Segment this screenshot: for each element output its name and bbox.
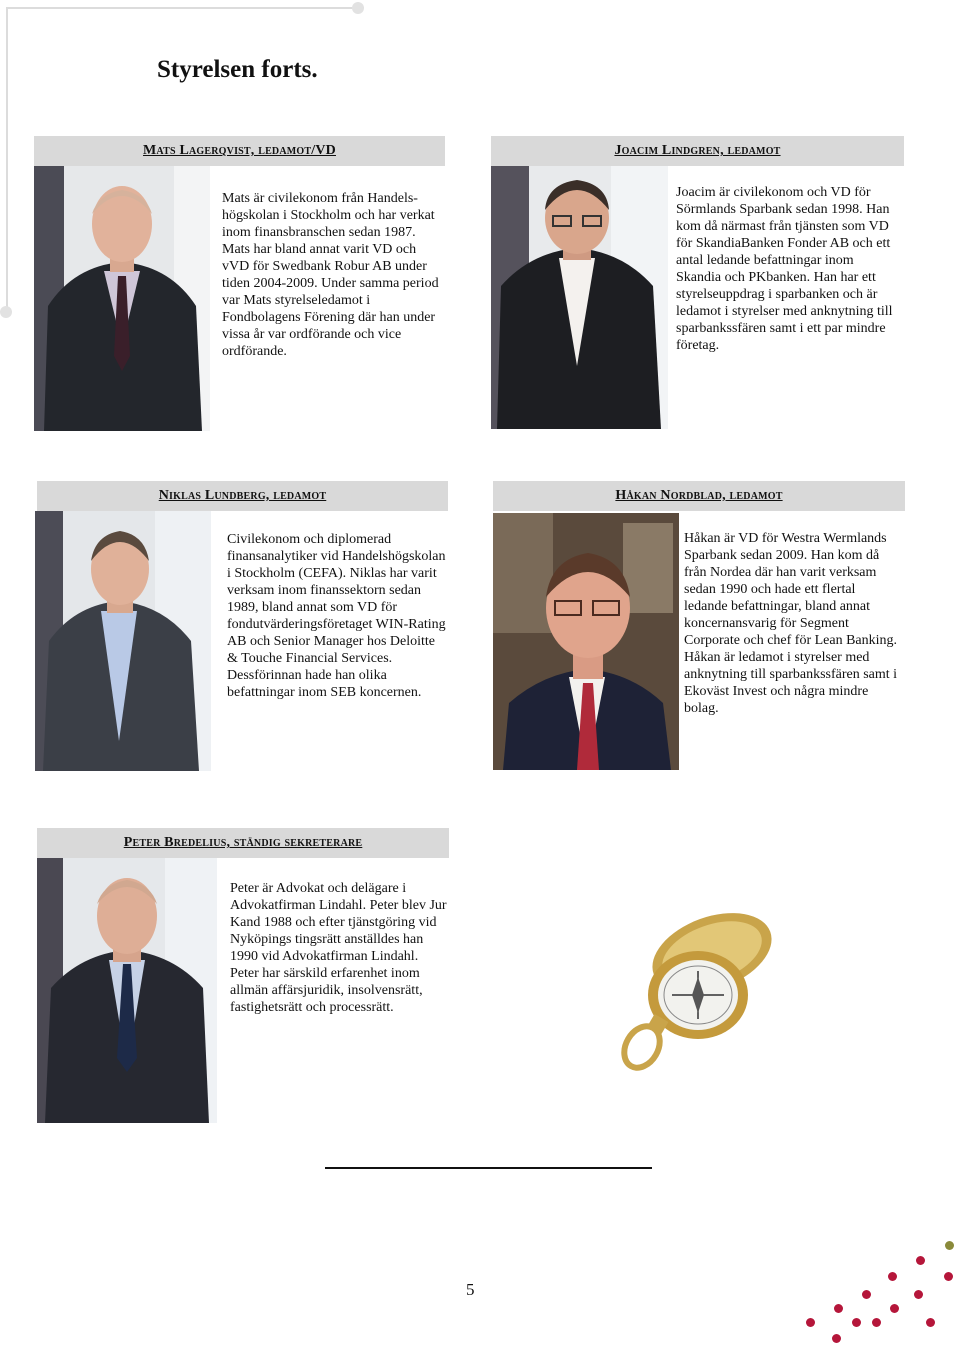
frame-line-left xyxy=(6,7,8,312)
member-heading-bar xyxy=(37,481,448,511)
portrait-illustration xyxy=(34,166,210,431)
member-heading-bar xyxy=(34,136,445,166)
portrait-illustration xyxy=(35,511,211,771)
member-heading: Niklas Lundberg, ledamot xyxy=(158,488,327,503)
portrait-photo xyxy=(34,166,210,431)
portrait-photo xyxy=(35,511,211,771)
member-heading: Håkan Nordblad, ledamot xyxy=(615,488,783,503)
portrait-photo xyxy=(493,513,679,770)
footer-rule xyxy=(325,1167,652,1169)
portrait-illustration xyxy=(491,166,668,429)
portrait-illustration xyxy=(37,858,217,1123)
frame-line-top xyxy=(6,7,358,9)
member-heading: Mats Lagerqvist, ledamot/VD xyxy=(143,143,336,158)
compass-icon xyxy=(620,905,780,1085)
member-bio: Civilekonom och diplomerad finansanalytiker vid Handelshögskolan i Stockholm (CEFA). Niklas har varit verksam inom finanssektorn sedan 1989, bland annat som VD för fondutvärderingsföretaget WIN-Rating AB och Senior Manager hos Deloitte & Touche Financial Services. Dessförinnan hade han olika befattningar inom SEB koncernen. xyxy=(227,532,446,700)
portrait-photo xyxy=(491,166,668,429)
member-bio: Håkan är VD för Westra Wermlands Sparbank sedan 2009. Han kom då från Nordea där han varit verksam sedan 1990 och hade ett flertal ledande befattningar, bland annat koncernansvarig för Segment Corporate och chef för Lean Banking. Håkan är ledamot i styrelser med anknytning till sparbankssfären samt i Ekoväst Invest och några mindre bolag. xyxy=(684,531,898,716)
member-bio: Mats är civilekonom från Handels-högskolan i Stockholm och har verkat inom finansbranschen sedan 1987. Mats har bland annat varit VD och vVD för Swedbank Robur AB under tiden 2004-2009. Under samma period var Mats styrelseledamot i Fondbolagens Förening där han under vissa år var ordförande och vice ordförande. xyxy=(222,191,439,359)
page-title: Styrelsen forts. xyxy=(157,56,318,83)
member-bio: Peter är Advokat och delägare i Advokatfirman Lindahl. Peter blev Jur Kand 1988 och efter tjänstgöring vid Nyköpings tingsrätt anställdes han 1990 vid Advokatfirman Lindahl. Peter har särskild erfarenhet inom allmän affärsjuridik, insolvensrätt, fastighetsrätt och processrätt. xyxy=(230,881,447,1015)
member-bio: Joacim är civilekonom och VD för Sörmlands Sparbank sedan 1998. Han kom då närmast från tjänsten som VD för SkandiaBanken Fonder AB och ett antal ledande befattningar inom Skandia och PKbanken. Han har ett styrelseuppdrag i sparbanken och är ledamot i styrelser med anknytning till sparbankssfären samt i ett par mindre företag. xyxy=(676,185,893,353)
member-heading-bar xyxy=(37,828,449,858)
member-heading: Peter Bredelius, ständig sekreterare xyxy=(123,835,363,850)
frame-dot-top xyxy=(352,2,364,14)
portrait-illustration xyxy=(493,513,679,770)
page-number: 5 xyxy=(466,1280,475,1299)
member-heading-bar xyxy=(493,481,905,511)
member-heading-bar xyxy=(491,136,904,166)
frame-dot-left xyxy=(0,306,12,318)
member-heading: Joacim Lindgren, ledamot xyxy=(614,143,781,158)
portrait-photo xyxy=(37,858,217,1123)
